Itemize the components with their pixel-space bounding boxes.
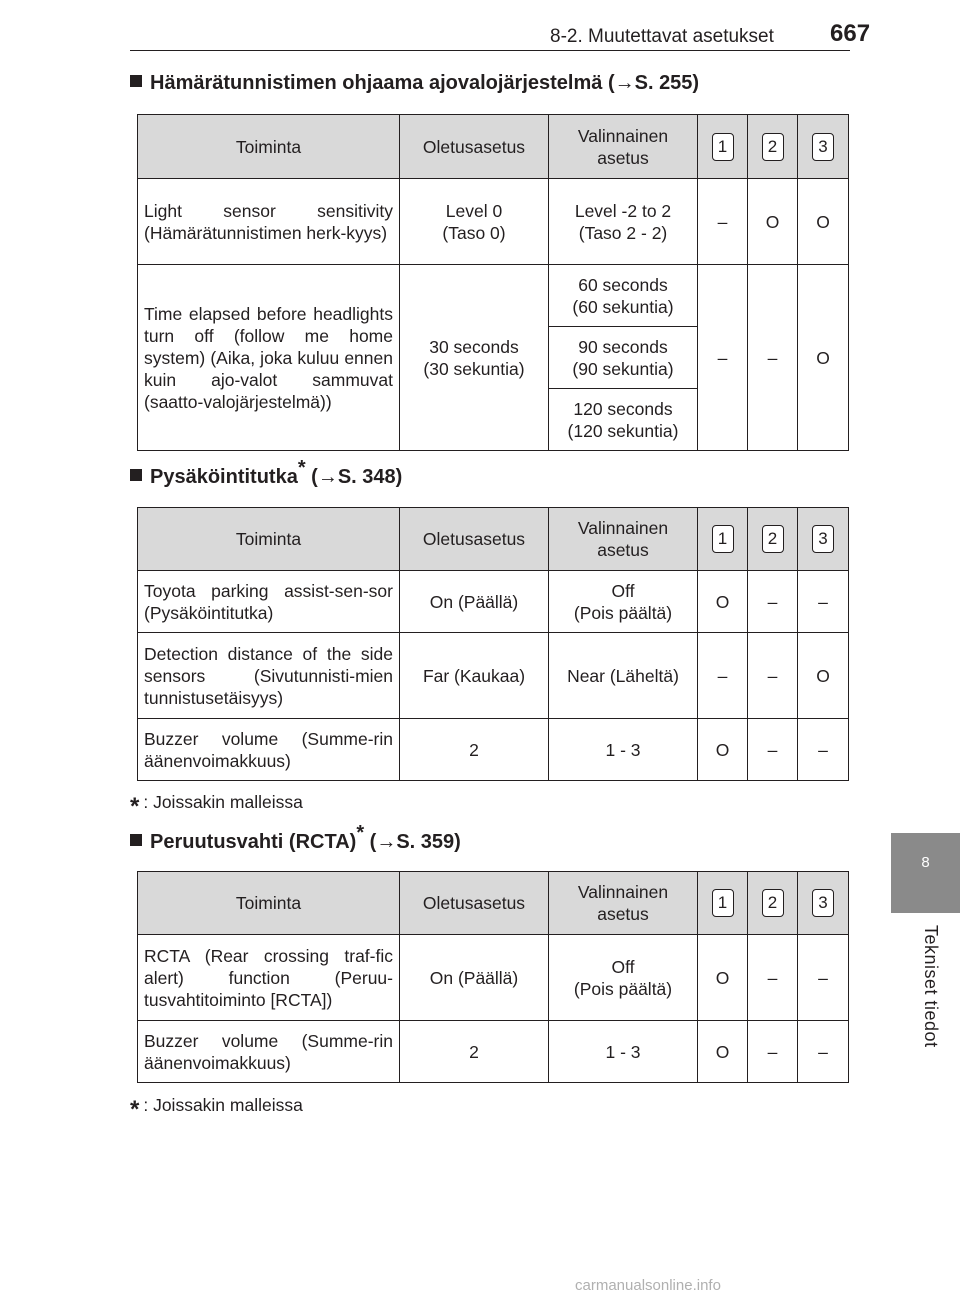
col-header-optional: Valinnainen asetus: [549, 508, 698, 571]
bullet-square-icon: [130, 469, 142, 481]
table-row: Toyota parking assist-sen-sor (Pysäköintitutka) On (Päällä) Off (Pois päältä) O – –: [138, 571, 849, 633]
table-row: Light sensor sensitivity (Hämärätunnistimen herk-kyys) Level 0 (Taso 0) Level -2 to 2 (Taso 2 - 2) – O O: [138, 179, 849, 265]
table-row: Buzzer volume (Summe-rin äänenvoimakkuus) 2 1 - 3 O – –: [138, 1021, 849, 1083]
customize-method-1-icon: 1: [712, 889, 734, 917]
customize-method-3-icon: 3: [812, 525, 834, 553]
watermark: carmanualsonline.info: [575, 1277, 721, 1294]
customize-method-1-icon: 1: [712, 133, 734, 161]
col-header-default: Oletusasetus: [400, 115, 549, 179]
table-row: Time elapsed before headlights turn off (follow me home system) (Aika, joka kuluu ennen kuin ajo-valot sammuvat (saatto-valojärjestelmä)) 30 seconds (30 sekuntia) 60 seconds (60 sekuntia) – – O: [138, 265, 849, 327]
settings-table: [137, 507, 849, 781]
col-header-function: Toiminta: [138, 115, 400, 179]
customize-method-2-icon: 2: [762, 525, 784, 553]
chapter-label: Tekniset tiedot: [921, 925, 941, 1048]
footnote: * : Joissakin malleissa: [130, 1095, 303, 1123]
bullet-square-icon: [130, 75, 142, 87]
col-header-function: Toiminta: [138, 508, 400, 571]
col-header-function: Toiminta: [138, 872, 400, 935]
table-row: Buzzer volume (Summe-rin äänenvoimakkuus) 2 1 - 3 O – –: [138, 719, 849, 781]
section-title: Peruutusvahti (RCTA)* (→S. 359): [130, 831, 461, 854]
customize-method-1-icon: 1: [712, 525, 734, 553]
table-row: Detection distance of the side sensors (Sivutunnisti-mien tunnistusetäisyys) Far (Kaukaa) Near (Läheltä) – – O: [138, 633, 849, 719]
col-header-default: Oletusasetus: [400, 872, 549, 935]
col-header-optional: Valinnainen asetus: [549, 115, 698, 179]
page-number: 667: [830, 20, 871, 47]
footnote: * : Joissakin malleissa: [130, 792, 303, 820]
customize-method-3-icon: 3: [812, 133, 834, 161]
settings-table: Toiminta Oletusasetus Valinnainen asetus 1 2 3 Light sensor sensitivity (Hämärätunnistimen herk-kyys) Level 0 (Taso 0) Level -2 to 2 (Taso 2 - 2) – O O Time elapsed before headlights turn off (follow me home system) (Aika, joka kuluu ennen kuin ajo-valot sammuvat (saatto-valojärjestelmä)) 30 seconds (30 sekuntia) 60 seconds (60 sekuntia) – – O 90 seconds (90 sekuntia) 120 seconds (120 sekuntia): [137, 114, 849, 451]
header-section: 8-2. Muutettavat asetukset: [550, 26, 774, 47]
settings-table: [137, 871, 849, 1083]
section-title: Hämärätunnistimen ohjaama ajovalojärjestelmä (→S. 255): [130, 72, 699, 95]
table-row: RCTA (Rear crossing traf-fic alert) function (Peruu-tusvahtitoiminto [RCTA]) On (Päällä) Off (Pois päältä) O – –: [138, 935, 849, 1021]
customize-method-2-icon: 2: [762, 889, 784, 917]
customize-method-3-icon: 3: [812, 889, 834, 917]
bullet-square-icon: [130, 834, 142, 846]
chapter-tab: 8: [891, 833, 960, 913]
header-rule: [130, 50, 850, 51]
col-header-default: Oletusasetus: [400, 508, 549, 571]
section-title: Pysäköintitutka* (→S. 348): [130, 466, 402, 489]
customize-method-2-icon: 2: [762, 133, 784, 161]
col-header-optional: Valinnainen asetus: [549, 872, 698, 935]
